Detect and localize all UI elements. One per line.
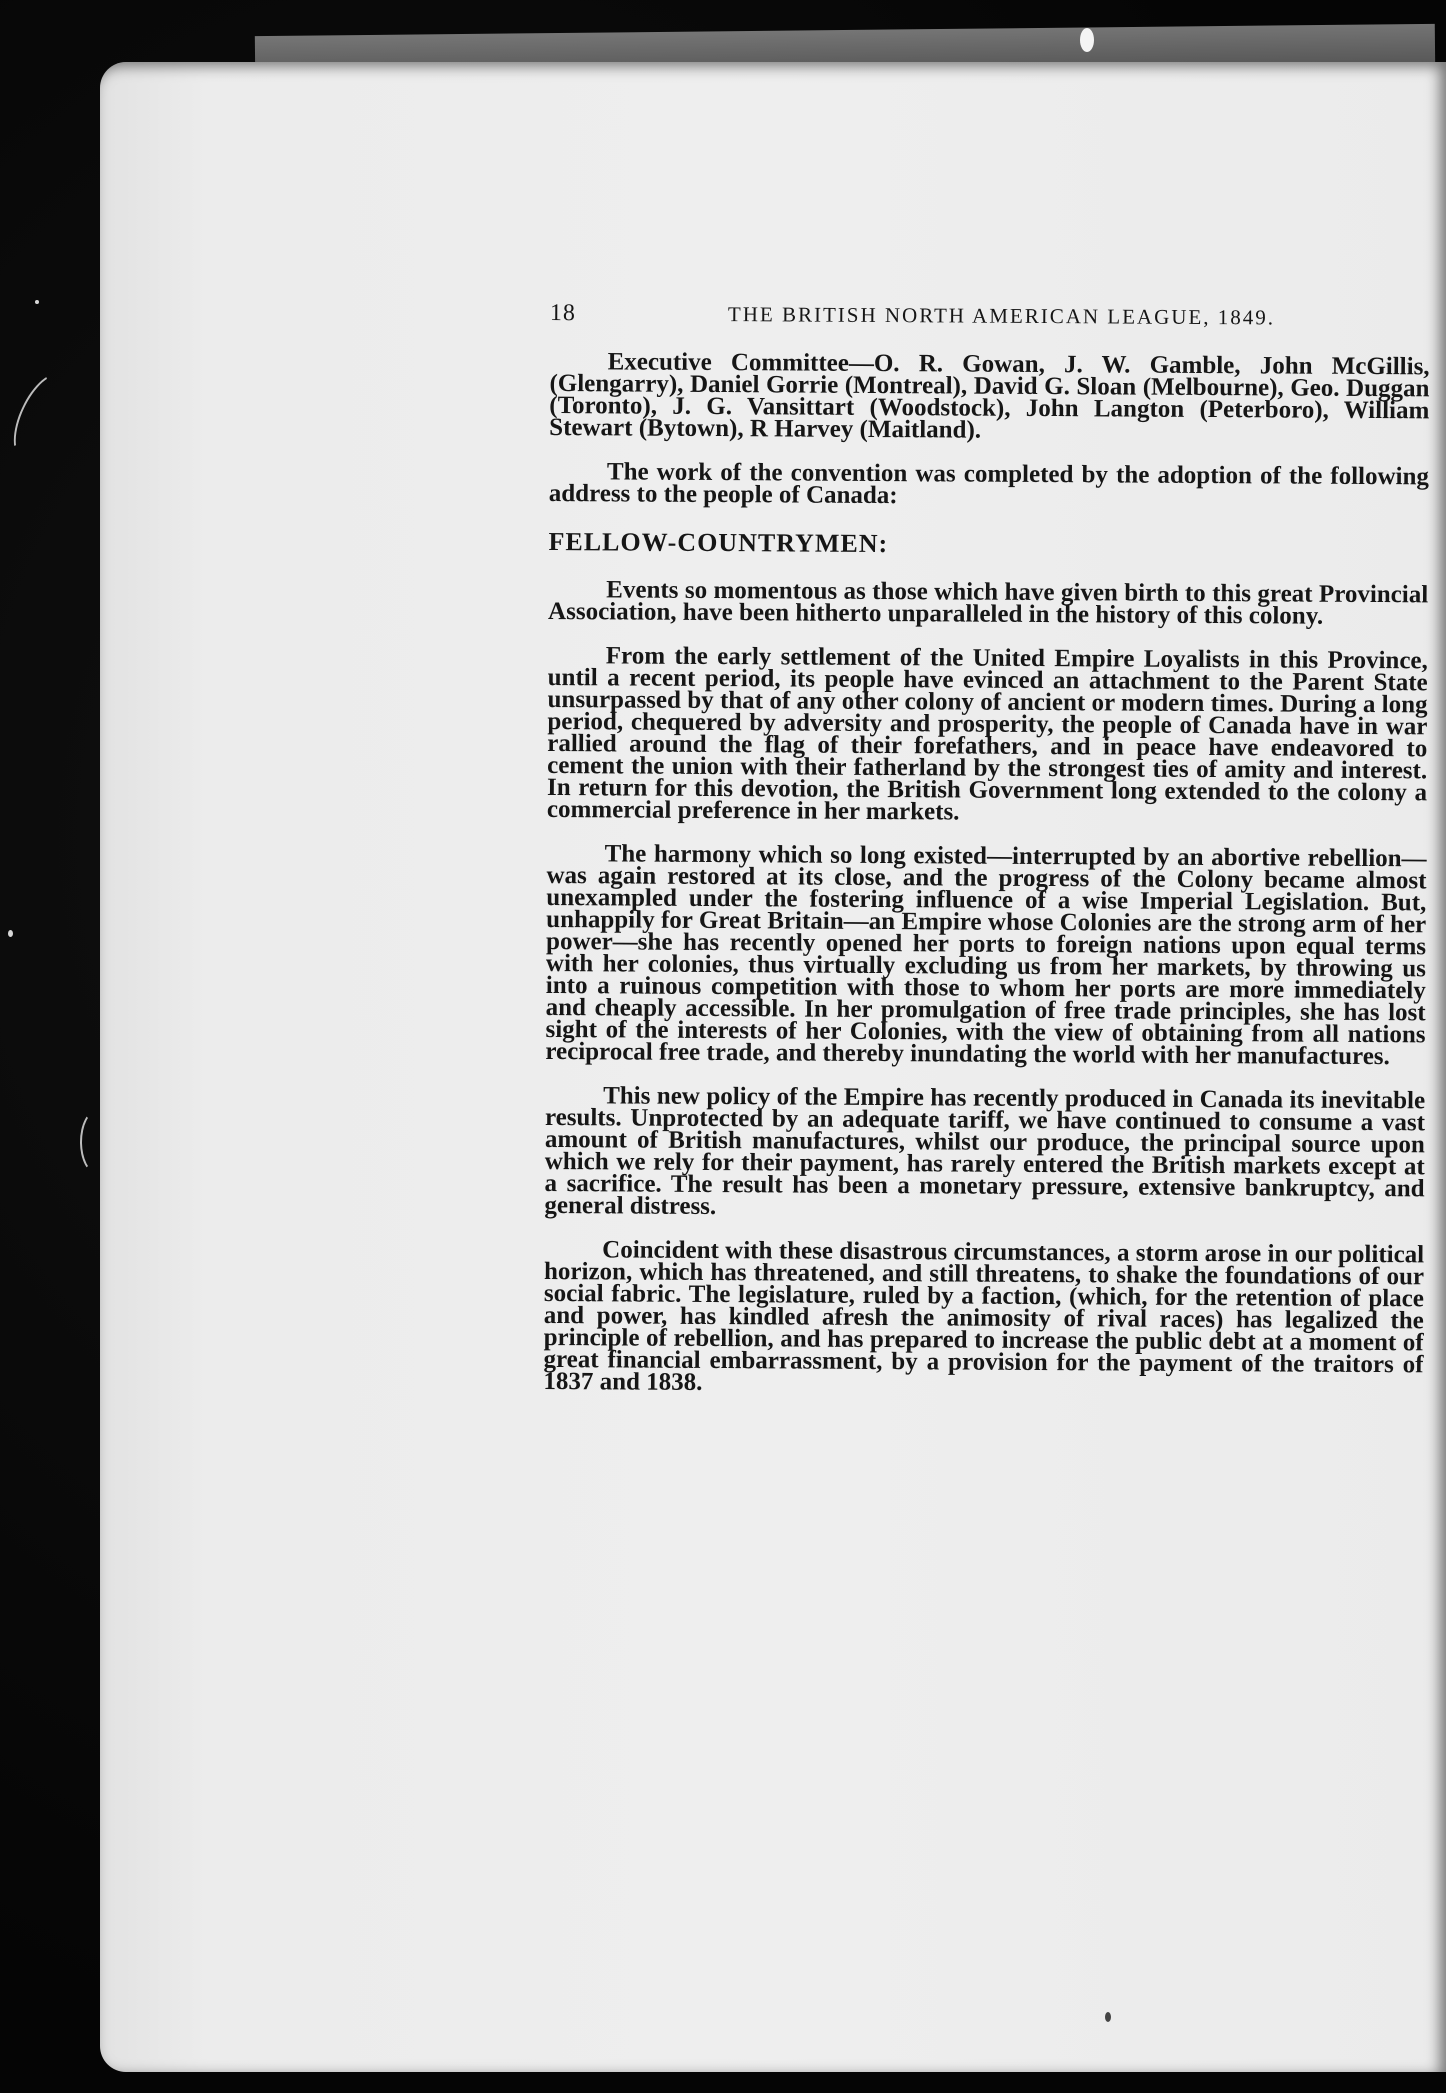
running-head: [550, 300, 1430, 332]
ink-speck: [1105, 2012, 1111, 2022]
paragraph-executive-committee: Executive Committee—O. R. Gowan, J. W. Gamble, John McGillis, (Glengarry), Daniel Gorrie (Montreal), David G. Sloan (Melbourne), Geo. Duggan (Toronto), J. G. Vansittart (Woodstock), John Langton (Peterboro), William Stewart (Bytown), R Harvey (Maitland).: [549, 348, 1430, 444]
paragraph-loyalists: From the early settlement of the United Empire Loyalists in this Province, until a recent period, its people have evinced an attachment to the Parent State unsurpassed by that of any other colony of ancient or modern times. During a long period, chequered by adversity and prosperity, the people of Canada have in war rallied around the flag of their forefathers, and in peace have endeavored to cement the union with their fatherland by the strongest ties of amity and interest. In return for this devotion, the British Government long extended to the colony a commercial preference in her markets.: [546, 642, 1428, 826]
paragraph-events: Events so momentous as those which have given birth to this great Provincial Association, have been hitherto unparalleled in the history of this colony.: [548, 576, 1429, 630]
paragraph-convention-completed: The work of the convention was completed by the adoption of the following address to the people of Canada:: [548, 458, 1430, 510]
film-scratch-mark: [2, 365, 82, 469]
running-head-title: THE BRITISH NORTH AMERICAN LEAGUE, 1849.: [727, 302, 1276, 330]
page-text-block: [543, 300, 1430, 1420]
dust-speck: [8, 930, 13, 937]
dust-speck: [35, 300, 39, 304]
dust-speck: [1080, 28, 1094, 52]
page-number: 18: [549, 300, 576, 327]
salutation: FELLOW-COUNTRYMEN:: [548, 526, 889, 559]
paragraph-new-policy: This new policy of the Empire has recently produced in Canada its inevitable results. Unprotected by an adequate tariff, we have continued to consume a vast amount of British manufactures, whilst our produce, the principal source upon which we rely for their payment, has rarely entered the British markets except at a sacrifice. The result has been a monetary pressure, extensive bankruptcy, and general distress.: [544, 1082, 1426, 1221]
paragraph-coincident: Coincident with these disastrous circumstances, a storm arose in our political horizon, which has threatened, and still threatens, to shake the foundations of our social fabric. The legislature, ruled by a faction, (which, for the retention of place and power, has kindled afresh the animosity of rival races) has legalized the principle of rebellion, and has prepared to increase the public debt at a moment of great financial embarrassment, by a provision for the payment of the traitors of 1837 and 1838.: [543, 1236, 1425, 1396]
paragraph-harmony: The harmony which so long existed—interrupted by an abortive rebellion—was again restored at its close, and the progress of the Colony became almost unexampled under the fostering influence of a wise Imperial Legislation. But, unhappily for Great Britain—an Empire whose Colonies are the strong arm of her power—she has recently opened her ports to foreign nations upon equal terms with her colonies, thus virtually excluding us from her markets, by throwing us into a ruinous competition with those to whom her ports are more immediately and cheaply accessible. In her promulgation of free trade principles, she has lost sight of the interests of her Colonies, with the view of obtaining from all nations reciprocal free trade, and thereby inundating the world with her manufactures.: [545, 840, 1427, 1071]
